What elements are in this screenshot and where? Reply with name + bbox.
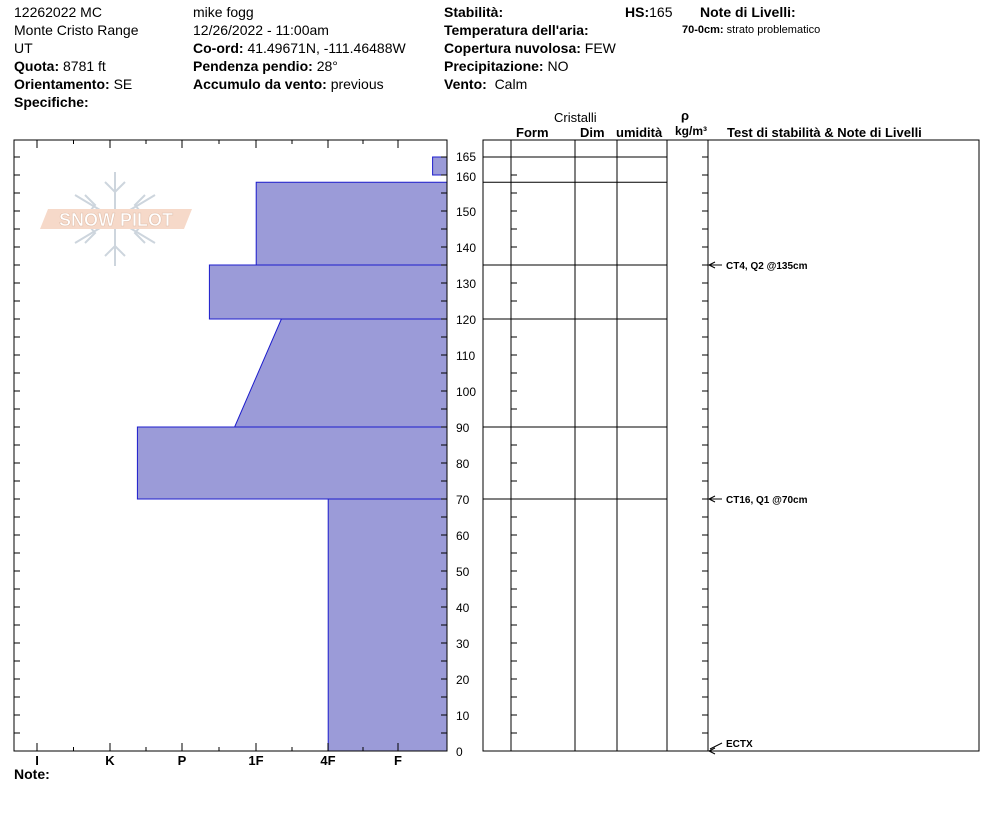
- hardness-layer: [433, 157, 447, 175]
- wetness-header: umidità: [616, 125, 663, 140]
- test-label: CT16, Q1 @70cm: [726, 495, 808, 506]
- layer-note-text: strato problematico: [726, 24, 821, 36]
- hardness-layer: [256, 182, 447, 265]
- coord-value: 41.49671N, -111.46488W: [247, 40, 406, 56]
- notes-label: Note:: [14, 766, 50, 782]
- hardness-tick-label: 4F: [320, 753, 336, 768]
- air-temp-label: Temperatura dell'aria:: [444, 22, 589, 38]
- hs-value: 165: [649, 4, 673, 20]
- aspect-value: SE: [113, 76, 133, 92]
- wind-label: Vento:: [444, 76, 487, 92]
- depth-label: 130: [456, 277, 477, 291]
- data-panel-frame: [483, 140, 979, 751]
- cloud-value: FEW: [584, 40, 616, 56]
- density-unit-header: kg/m³: [675, 124, 708, 138]
- depth-label: 110: [456, 349, 476, 363]
- depth-label: 100: [456, 385, 477, 399]
- specifics-label: Specifiche:: [14, 94, 89, 110]
- depth-label: 20: [456, 673, 470, 687]
- depth-label: 90: [456, 421, 470, 435]
- tests-header: Test di stabilità & Note di Livelli: [727, 125, 922, 140]
- depth-label: 0: [456, 745, 463, 759]
- precip-value: NO: [547, 58, 569, 74]
- wind-value: Calm: [494, 76, 528, 92]
- hardness-layer: [328, 499, 447, 751]
- elevation-value: 8781 ft: [63, 58, 106, 74]
- cloud-label: Copertura nuvolosa:: [444, 40, 581, 56]
- hardness-tick-label: P: [177, 753, 187, 768]
- depth-label: 60: [456, 529, 470, 543]
- rho-header: ρ: [681, 108, 690, 123]
- elevation-label: Quota:: [14, 58, 60, 74]
- test-label: CT4, Q2 @135cm: [726, 261, 808, 272]
- hardness-layer: [209, 265, 447, 319]
- depth-label: 150: [456, 205, 477, 219]
- stability-label: Stabilità:: [444, 4, 504, 20]
- observer: mike fogg: [193, 4, 254, 20]
- coord-label: Co-ord:: [193, 40, 244, 56]
- hardness-layer: [235, 319, 447, 427]
- depth-label: 50: [456, 565, 470, 579]
- wind-loading-value: previous: [330, 76, 384, 92]
- hardness-tick-label: I: [35, 753, 39, 768]
- test-pointer: [710, 743, 722, 749]
- depth-label: 70: [456, 493, 470, 507]
- layer-note-range: 70-0cm:: [682, 24, 724, 36]
- hardness-tick-label: 1F: [248, 753, 264, 768]
- pit-id: 12262022 MC: [14, 4, 102, 20]
- aspect-label: Orientamento:: [14, 76, 110, 92]
- hardness-layer: [137, 427, 447, 499]
- depth-label: 10: [456, 709, 470, 723]
- size-header: Dim: [580, 125, 605, 140]
- form-header: Form: [516, 125, 549, 140]
- test-label: ECTX: [726, 739, 753, 750]
- hardness-tick-label: F: [394, 753, 402, 768]
- hardness-tick-label: K: [105, 753, 115, 768]
- slope-value: 28°: [316, 58, 338, 74]
- crystals-header: Cristalli: [554, 110, 597, 125]
- precip-label: Precipitazione:: [444, 58, 544, 74]
- location-state: UT: [14, 40, 33, 56]
- wind-loading-label: Accumulo da vento:: [193, 76, 327, 92]
- layer-notes-label: Note di Livelli:: [700, 4, 796, 20]
- depth-label: 140: [456, 241, 477, 255]
- depth-label: 40: [456, 601, 470, 615]
- depth-label: 120: [456, 313, 477, 327]
- location-range: Monte Cristo Range: [14, 22, 139, 38]
- datetime: 12/26/2022 - 11:00am: [193, 22, 329, 38]
- depth-label: 165: [456, 150, 477, 164]
- hs-label: HS:: [625, 4, 650, 20]
- snowpilot-logo: [40, 172, 192, 266]
- depth-label: 30: [456, 637, 470, 651]
- slope-label: Pendenza pendio:: [193, 58, 313, 74]
- logo-text: SNOW PILOT: [59, 210, 173, 230]
- depth-label: 80: [456, 457, 470, 471]
- depth-label: 160: [456, 170, 477, 184]
